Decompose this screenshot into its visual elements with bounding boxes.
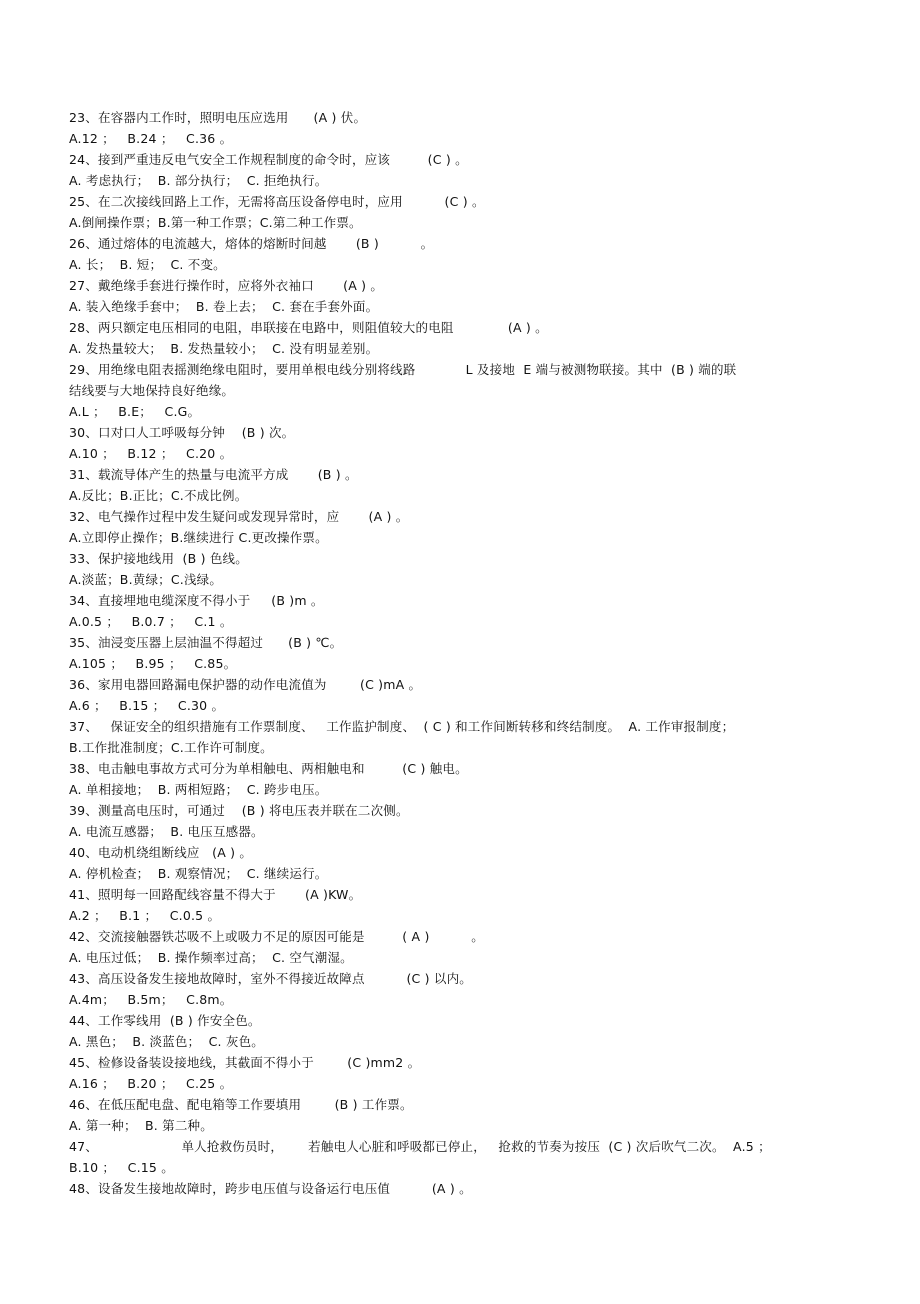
text-line: A.105 ； B.95 ； C.85。: [69, 656, 237, 671]
text-line: A. 第一种； B. 第二种。: [69, 1118, 213, 1133]
text-line: 37、 保证安全的组织措施有工作票制度、 工作监护制度、 ( C ) 和工作间断转移和终结制度。 A. 工作审报制度；: [69, 719, 735, 734]
text-line: A.10 ； B.12 ； C.20 。: [69, 446, 233, 461]
text-line: B.10 ； C.15 。: [69, 1160, 174, 1175]
text-line: 47、 单人抢救伤员时， 若触电人心脏和呼吸都已停止， 抢救的节奏为按压 (C ) 次后吹气二次。 A.5 ；: [69, 1139, 771, 1154]
text-line: A. 单相接地； B. 两相短路； C. 跨步电压。: [69, 782, 328, 797]
text-line: 36、家用电器回路漏电保护器的动作电流值为 (C )mA 。: [69, 677, 422, 692]
text-line: B.工作批准制度；C.工作许可制度。: [69, 740, 273, 755]
text-line: 28、两只额定电压相同的电阻，串联接在电路中，则阻值较大的电阻 (A ) 。: [69, 320, 548, 335]
text-line: 30、口对口人工呼吸每分钟 (B ) 次。: [69, 425, 295, 440]
question-list: [69, 107, 869, 1199]
text-line: A. 长； B. 短； C. 不变。: [69, 257, 226, 272]
text-line: 27、戴绝缘手套进行操作时，应将外衣袖口 (A ) 。: [69, 278, 384, 293]
text-line: 29、用绝缘电阻表摇测绝缘电阻时，要用单根电线分别将线路 L 及接地 E 端与被测物联接。其中 (B ) 端的联: [69, 362, 737, 377]
text-line: A. 电压过低； B. 操作频率过高； C. 空气潮湿。: [69, 950, 353, 965]
text-line: A. 黑色； B. 淡蓝色； C. 灰色。: [69, 1034, 264, 1049]
text-line: 23、在容器内工作时，照明电压应选用 (A ) 伏。: [69, 110, 367, 125]
text-line: A.16 ； B.20 ； C.25 。: [69, 1076, 233, 1091]
text-line: A.12 ； B.24 ； C.36 。: [69, 131, 233, 146]
text-line: A.2 ； B.1 ； C.0.5 。: [69, 908, 221, 923]
text-line: 38、电击触电事故方式可分为单相触电、两相触电和 (C ) 触电。: [69, 761, 468, 776]
text-line: A. 电流互感器； B. 电压互感器。: [69, 824, 264, 839]
text-line: 41、照明每一回路配线容量不得大于 (A )KW。: [69, 887, 362, 902]
text-line: A.立即停止操作；B.继续进行 C.更改操作票。: [69, 530, 328, 545]
text-line: 结线要与大地保持良好绝缘。: [69, 383, 235, 398]
text-line: 33、保护接地线用 (B ) 色线。: [69, 551, 248, 566]
text-line: 31、载流导体产生的热量与电流平方成 (B ) 。: [69, 467, 358, 482]
text-line: A. 发热量较大； B. 发热量较小； C. 没有明显差别。: [69, 341, 379, 356]
text-line: 24、接到严重违反电气安全工作规程制度的命令时，应该 (C ) 。: [69, 152, 468, 167]
text-line: A.6 ； B.15 ； C.30 。: [69, 698, 225, 713]
text-line: A. 装入绝缘手套中； B. 卷上去； C. 套在手套外面。: [69, 299, 379, 314]
text-line: 25、在二次接线回路上工作，无需将高压设备停电时，应用 (C ) 。: [69, 194, 485, 209]
text-line: A.反比；B.正比；C.不成比例。: [69, 488, 248, 503]
text-line: 45、检修设备装设接地线，其截面不得小于 (C )mm2 。: [69, 1055, 421, 1070]
text-line: A. 考虑执行； B. 部分执行； C. 拒绝执行。: [69, 173, 328, 188]
text-line: 46、在低压配电盘、配电箱等工作要填用 (B ) 工作票。: [69, 1097, 413, 1112]
text-line: A.淡蓝；B.黄绿；C.浅绿。: [69, 572, 223, 587]
text-line: A.4m； B.5m； C.8m。: [69, 992, 233, 1007]
text-line: 26、通过熔体的电流越大，熔体的熔断时间越 (B ) 。: [69, 236, 434, 251]
text-line: 32、电气操作过程中发生疑问或发现异常时，应 (A ) 。: [69, 509, 409, 524]
text-line: 35、油浸变压器上层油温不得超过 (B ) ℃。: [69, 635, 343, 650]
text-line: 42、交流接触器铁芯吸不上或吸力不足的原因可能是 ( A ) 。: [69, 929, 484, 944]
text-line: 39、测量高电压时，可通过 (B ) 将电压表并联在二次侧。: [69, 803, 409, 818]
text-line: A.0.5 ； B.0.7 ； C.1 。: [69, 614, 233, 629]
text-line: 40、电动机绕组断线应 (A ) 。: [69, 845, 253, 860]
text-line: A. 停机检查； B. 观察情况； C. 继续运行。: [69, 866, 328, 881]
text-line: A.倒闸操作票；B.第一种工作票；C.第二种工作票。: [69, 215, 362, 230]
text-line: 48、设备发生接地故障时，跨步电压值与设备运行电压值 (A ) 。: [69, 1181, 472, 1196]
text-line: 44、工作零线用 (B ) 作安全色。: [69, 1013, 261, 1028]
text-line: 43、高压设备发生接地故障时，室外不得接近故障点 (C ) 以内。: [69, 971, 472, 986]
text-line: A.L ； B.E； C.G。: [69, 404, 201, 419]
text-line: 34、直接埋地电缆深度不得小于 (B )m 。: [69, 593, 324, 608]
